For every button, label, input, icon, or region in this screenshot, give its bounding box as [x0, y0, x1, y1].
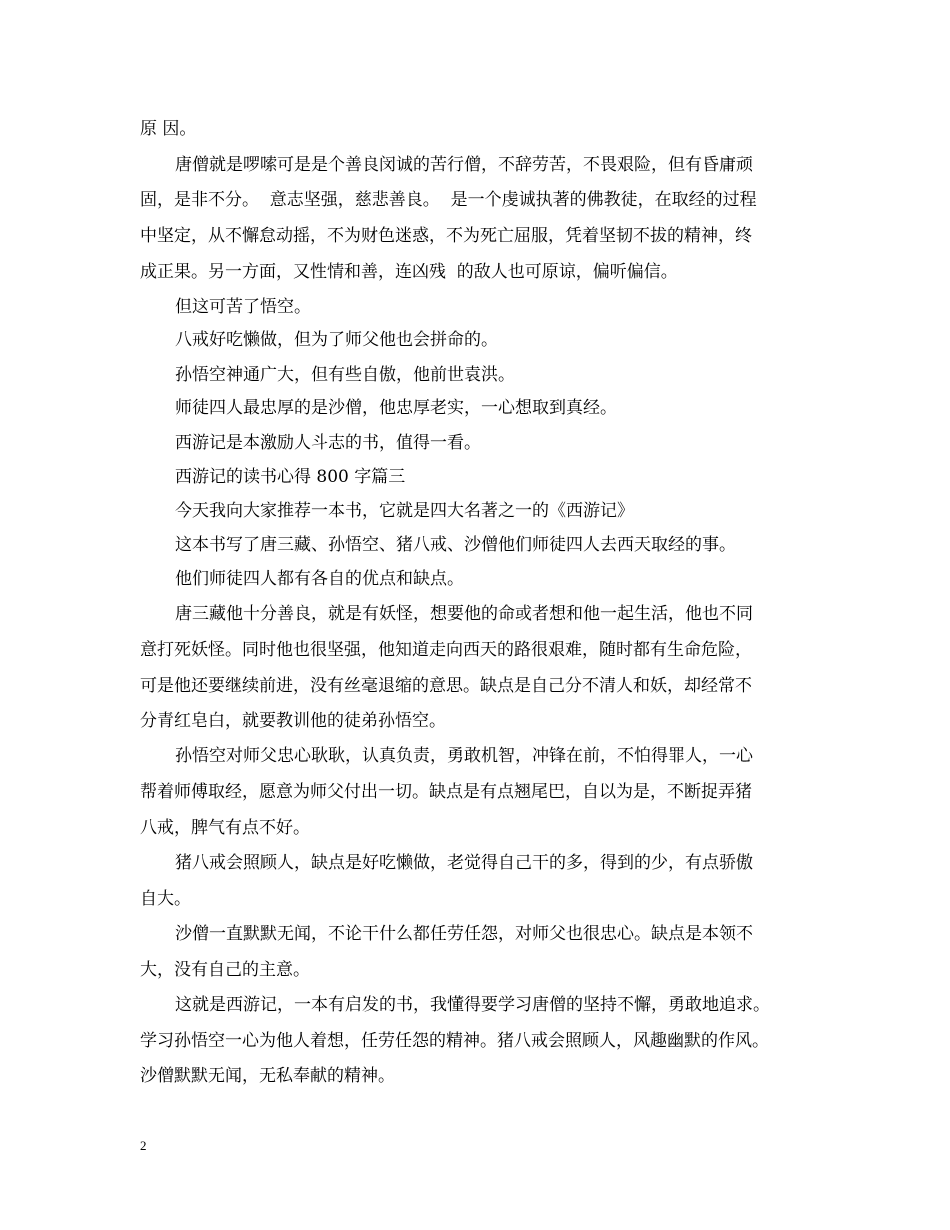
- text-line: 八戒，脾气有点不好。: [140, 818, 310, 838]
- text-line: 师徒四人最忠厚的是沙僧，他忠厚老实，一心想取到真经。: [175, 398, 617, 418]
- page-number: 2: [140, 1138, 147, 1153]
- text-line: 西游记是本激励人斗志的书，值得一看。: [175, 433, 481, 453]
- text-line: 学习孙悟空一心为他人着想，任劳任怨的精神。猪八戒会照顾人，风趣幽默的作风。: [140, 1031, 769, 1051]
- text-line: 孙悟空对师父忠心耿耿，认真负责，勇敢机智，冲锋在前，不怕得罪人，一心: [175, 746, 753, 766]
- text-line: 中坚定，从不懈怠动摇，不为财色迷惑，不为死亡屈服，凭着坚韧不拔的精神，终: [140, 226, 752, 246]
- text-line: 唐三藏他十分善良，就是有妖怪，想要他的命或者想和他一起生活，他也不同: [175, 604, 753, 624]
- text-line: 沙僧一直默默无闻，不论干什么都任劳任怨，对师父也很忠心。缺点是本领不: [175, 924, 753, 944]
- text-line: 这本书写了唐三藏、孙悟空、猪八戒、沙僧他们师徒四人去西天取经的事。: [175, 535, 736, 555]
- text-line: 意打死妖怪。同时他也很坚强，他知道走向西天的路很艰难，随时都有生命危险，: [140, 640, 752, 660]
- text-line: 自大。: [140, 889, 191, 909]
- text-line: 帮着师傅取经，愿意为师父付出一切。缺点是有点翘尾巴，自以为是，不断捉弄猪: [140, 782, 752, 802]
- text-line: 八戒好吃懒做，但为了师父他也会拼命的。: [175, 330, 498, 350]
- text-line: 成正果。另一方面，又性情和善，连凶残 的敌人也可原谅，偏听偏信。: [140, 262, 678, 282]
- text-line: 今天我向大家推荐一本书，它就是四大名著之一的《西游记》: [175, 501, 634, 521]
- text-line: 固，是非不分。 意志坚强，慈悲善良。 是一个虔诚执著的佛教徒，在取经的过程: [140, 190, 757, 210]
- text-line: 分青红皂白，就要教训他的徒弟孙悟空。: [140, 711, 446, 731]
- text-line: 猪八戒会照顾人，缺点是好吃懒做，老觉得自己干的多，得到的少，有点骄傲: [175, 853, 753, 873]
- text-line: 原 因。: [140, 119, 197, 139]
- text-line: 可是他还要继续前进，没有丝毫退缩的意思。缺点是自己分不清人和妖，却经常不: [140, 676, 752, 696]
- text-line: 大，没有自己的主意。: [140, 960, 310, 980]
- text-line: 他们师徒四人都有各自的优点和缺点。: [175, 569, 464, 589]
- text-line: 沙僧默默无闻，无私奉献的精神。: [140, 1066, 395, 1086]
- text-line: 西游记的读书心得 800 字篇三: [175, 467, 406, 487]
- text-line: 孙悟空神通广大，但有些自傲，他前世袁洪。: [175, 365, 515, 385]
- text-line: 这就是西游记，一本有启发的书，我懂得要学习唐僧的坚持不懈，勇敢地追求。: [175, 995, 770, 1015]
- text-line: 唐僧就是啰嗦可是是个善良闵诚的苦行僧，不辞劳苦，不畏艰险，但有昏庸顽: [175, 155, 753, 175]
- text-line: 但这可苦了悟空。: [175, 297, 311, 317]
